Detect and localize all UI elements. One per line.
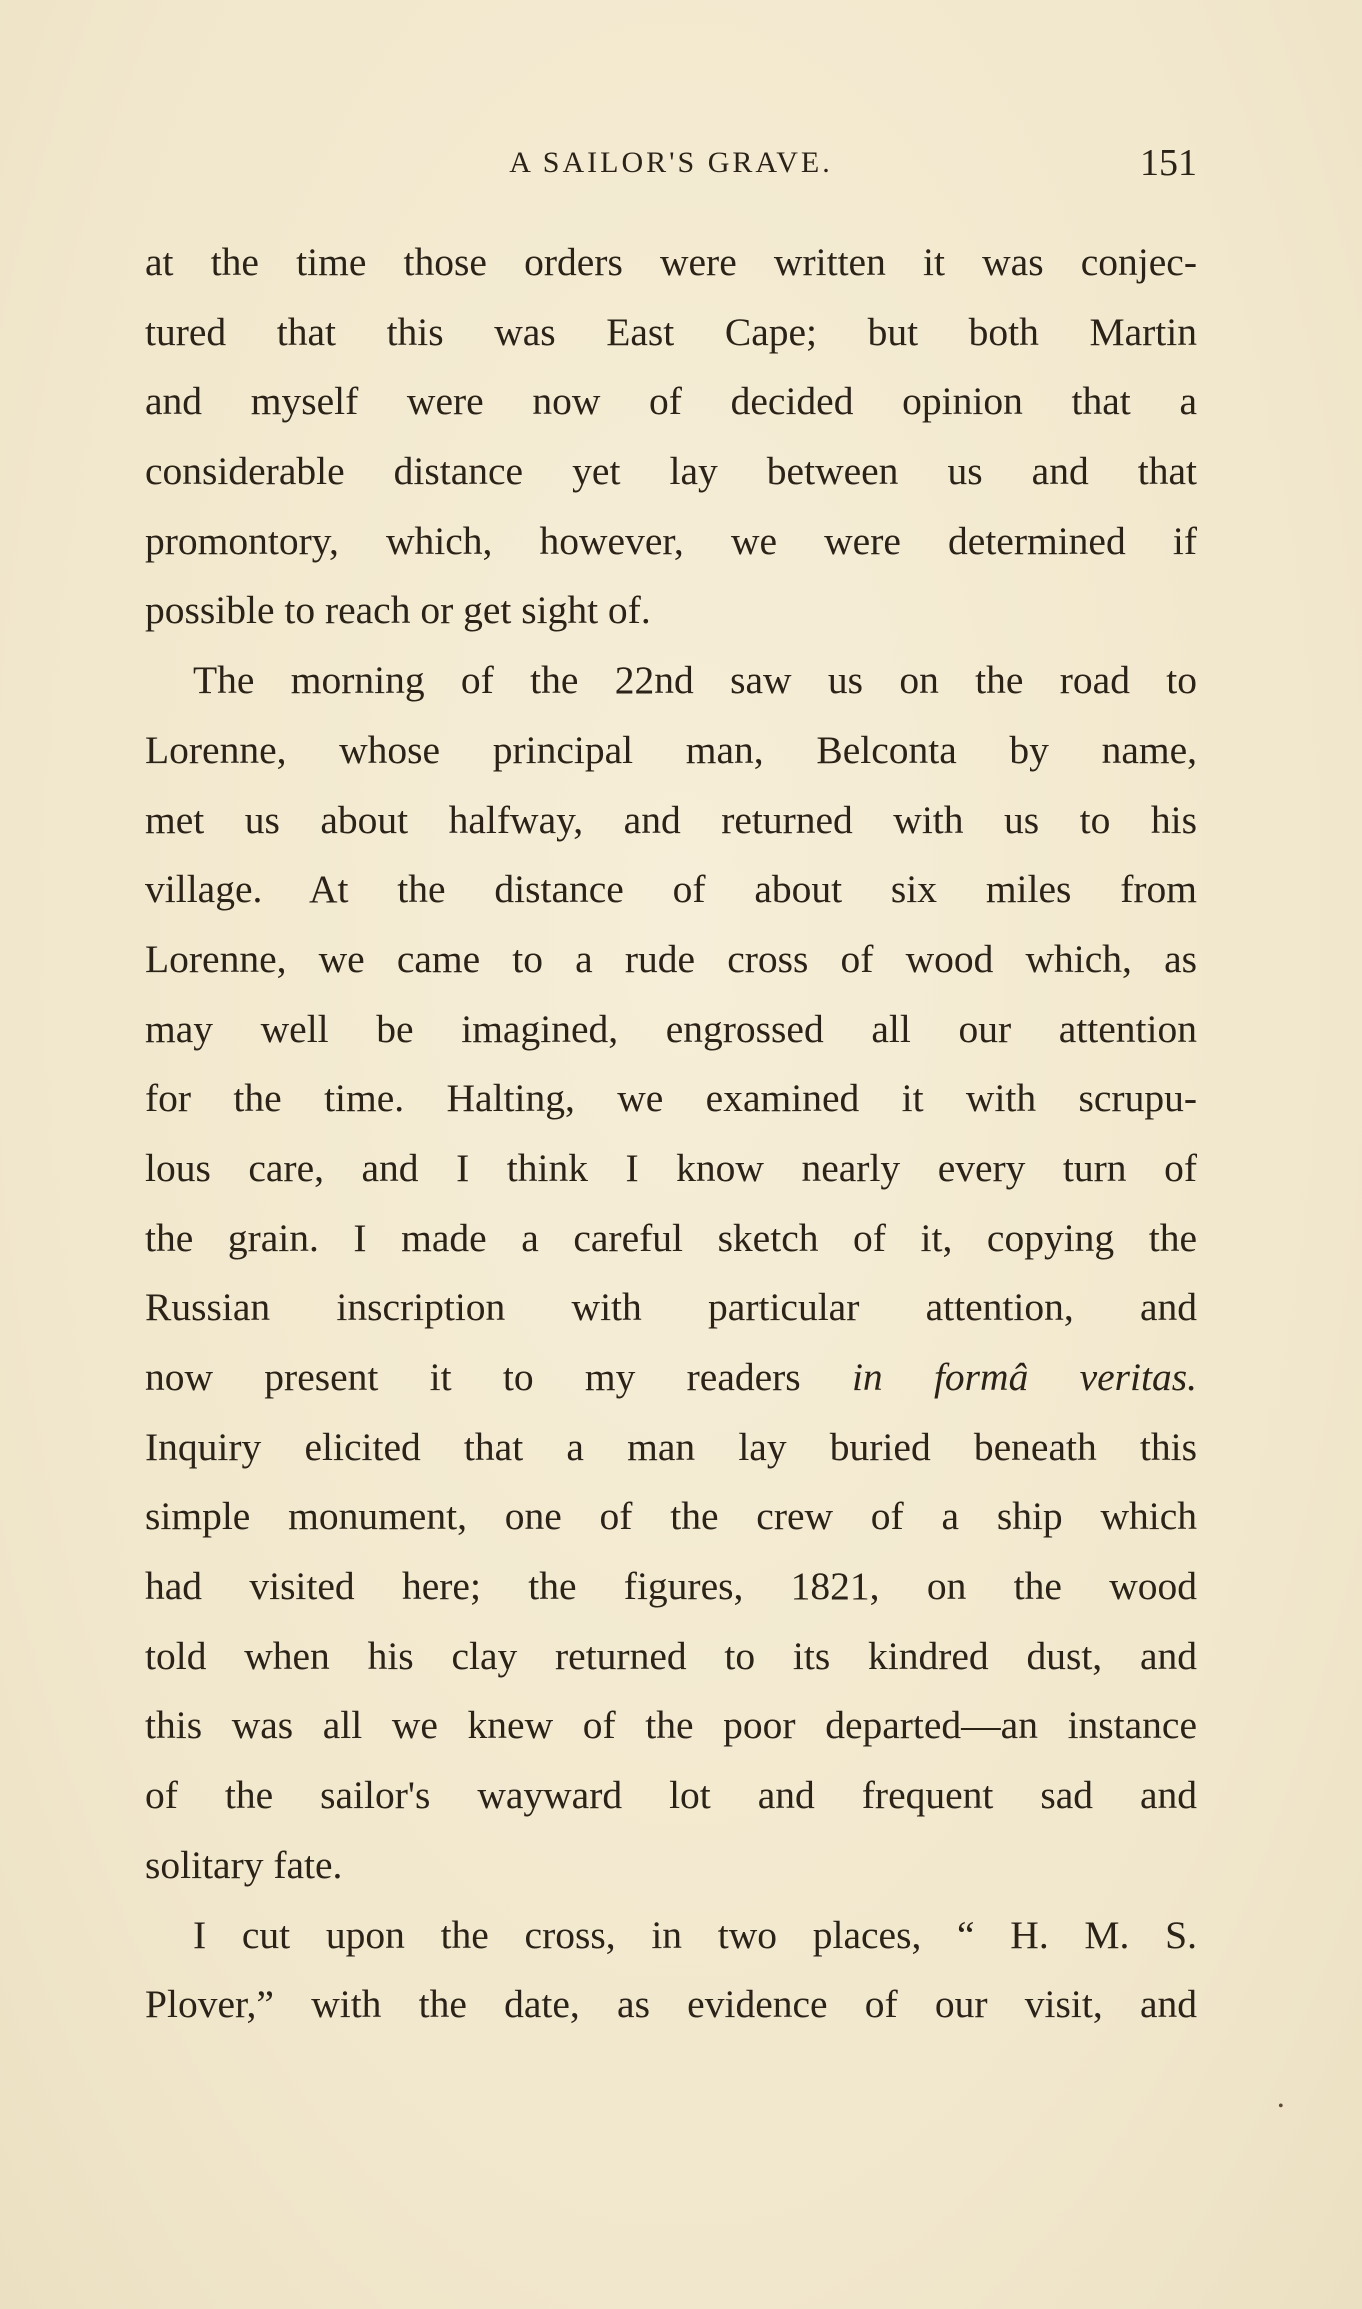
text-line: Lorenne, whose principal man, Belconta by name, — [145, 727, 1197, 772]
text-line: the grain. I made a careful sketch of it, copying the — [145, 1215, 1197, 1260]
text-line: Inquiry elicited that a man lay buried beneath this — [145, 1424, 1197, 1469]
text-line: promontory, which, however, we were determined if — [145, 518, 1197, 563]
text-line: The morning of the 22nd saw us on the road to — [193, 658, 1197, 703]
running-head — [145, 138, 1197, 188]
text-line-with-italic — [145, 1343, 1197, 1413]
text-line: possible to reach or get sight of. — [145, 588, 651, 633]
text-line: and myself were now of decided opinion that a — [145, 379, 1197, 424]
text-line: at the time those orders were written it was conjec- — [145, 240, 1197, 284]
text-line: tured that this was East Cape; but both Martin — [145, 309, 1197, 354]
text-line: solitary fate. — [145, 1842, 343, 1887]
text-line: Lorenne, we came to a rude cross of wood which, as — [145, 936, 1197, 981]
body-text — [145, 228, 1197, 2040]
text-line: Russian inscription with particular attention, and — [145, 1285, 1197, 1330]
text-line: this was all we knew of the poor departed—an instance — [145, 1703, 1197, 1748]
text-line: had visited here; the figures, 1821, on the wood — [145, 1564, 1197, 1609]
text-line: village. At the distance of about six miles from — [145, 867, 1197, 912]
text-line: met us about halfway, and returned with us to his — [145, 797, 1197, 842]
text-line: may well be imagined, engrossed all our attention — [145, 1006, 1197, 1051]
text-line: considerable distance yet lay between us and that — [145, 449, 1197, 494]
text-line: Plover,” with the date, as evidence of our visit, and — [145, 1982, 1197, 2027]
running-title: A SAILOR'S GRAVE. — [509, 146, 833, 179]
text-line: told when his clay returned to its kindred dust, and — [145, 1633, 1197, 1678]
paper-speck: • — [1278, 2098, 1284, 2115]
text-line: for the time. Halting, we examined it with scrupu- — [145, 1076, 1197, 1121]
italic-phrase: in formâ veritas. — [851, 1355, 1197, 1399]
text-line: simple monument, one of the crew of a ship which — [145, 1494, 1197, 1539]
text-line: I cut upon the cross, in two places, “ H. M. S. — [193, 1912, 1197, 1957]
text-line: lous care, and I think I know nearly every turn of — [145, 1145, 1197, 1190]
text-line: of the sailor's wayward lot and frequent sad and — [145, 1773, 1197, 1818]
page-number: 151 — [1140, 142, 1197, 184]
text-segment: now present it to my readers — [145, 1355, 801, 1399]
